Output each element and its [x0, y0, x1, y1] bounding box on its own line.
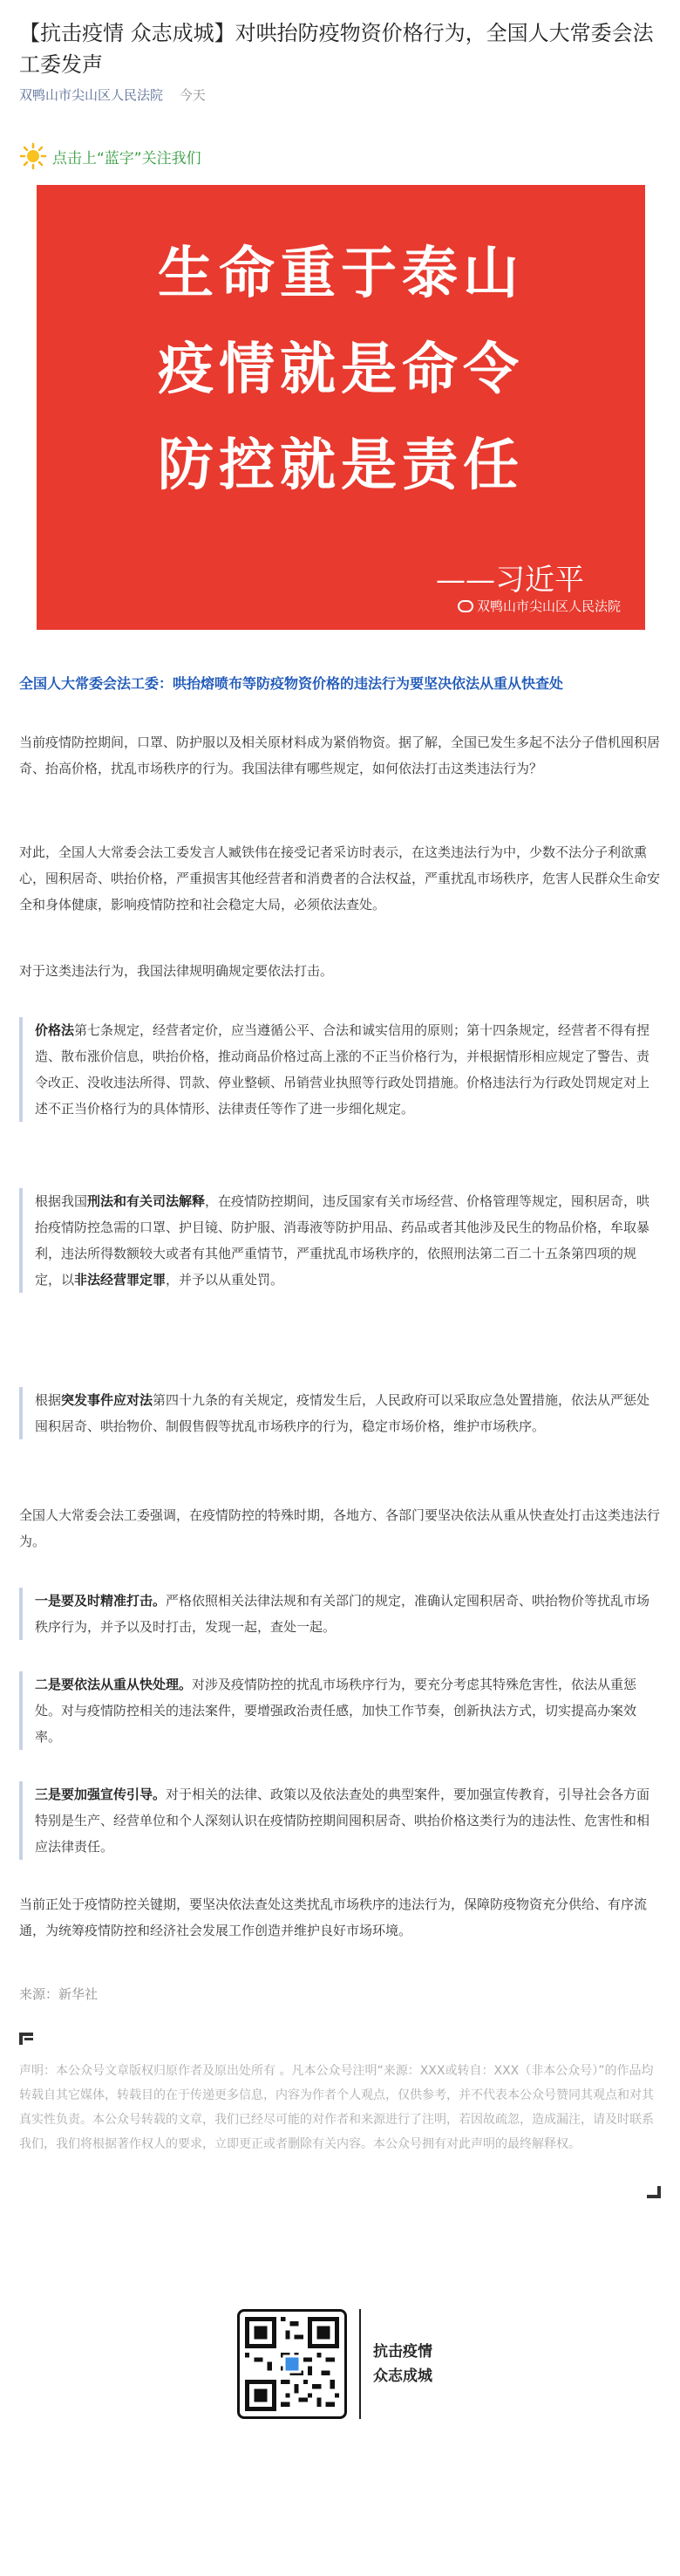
banner-line-3: 防控就是责任	[158, 434, 524, 498]
law-text-criminal: ，在疫情防控期间，违反国家有关市场经营、价格管理等规定，囤积居奇，哄抬疫情防控急需的口罩、护目镜、防护服、消毒液等防护用品、药品或者其他涉及民生的物品价格，牟取暴利，违法所得数额较大或者有其他严重情节，严重扰乱市场秩序的，依照刑法第二百二十五条第四项的规定，以	[35, 1193, 650, 1288]
disclaimer-block	[19, 2033, 661, 2198]
article-meta	[19, 85, 206, 104]
paragraph-conclusion: 当前正处于疫情防控关键期，要坚决依法查处这类扰乱市场秩序的违法行为，保障防疫物资充分供给、有序流通，为统筹疫情防控和经济社会发展工作创造并维护良好市场环境。	[19, 1896, 648, 1938]
law-name-price: 价格法	[35, 1022, 75, 1038]
publish-time: 今天	[179, 87, 206, 103]
quote-close-icon	[647, 2186, 661, 2198]
wechat-icon	[458, 600, 473, 612]
measure-title-1: 一是要及时精准打击。	[35, 1593, 167, 1609]
article-title: 【抗击疫情 众志成城】对哄抬防疫物资价格行为，全国人大常委会法工委发声	[19, 21, 654, 77]
measure-box-3	[19, 1781, 661, 1860]
quote-open-icon-inner	[24, 2038, 33, 2045]
follow-text: 点击上“蓝字”关注我们	[52, 149, 201, 167]
law-text-price: 第七条规定，经营者定价，应当遵循公平、合法和诚实信用的原则；第十四条规定，经营者不得有捏造、散布涨价信息，哄抬价格，推动商品价格过高上涨的不正当价格行为，并根据情形相应规定了警告、责令改正、没收违法所得、罚款、停业整顿、吊销营业执照等行政处罚措施。价格违法行为行政处罚规定对上述不正当价格行为的具体情形、法律责任等作了进一步细化规定。	[35, 1022, 650, 1117]
law-text-criminal-post: ，并予以从重处罚。	[166, 1272, 284, 1288]
follow-prompt[interactable]	[19, 141, 201, 171]
banner-signature: ——习近平	[436, 563, 584, 598]
measure-box-2	[19, 1671, 661, 1750]
qr-divider	[359, 2309, 361, 2419]
slogan-banner-image	[37, 185, 645, 630]
qr-label	[373, 2340, 432, 2388]
qr-footer	[237, 2303, 499, 2425]
law-crime-name: 非法经营罪定罪	[74, 1272, 167, 1288]
banner-watermark	[458, 597, 621, 615]
paragraph-intro: 当前疫情防控期间，口罩、防护服以及相关原材料成为紧俏物资。据了解，全国已发生多起不法分子借机囤积居奇、抬高价格，扰乱市场秩序的行为。我国法律有哪些规定，如何依法打击这类违法行为？	[19, 735, 661, 776]
paragraph-response: 对此，全国人大常委会法工委发言人臧铁伟在接受记者采访时表示，在这类违法行为中，少数不法分子利欲熏心，囤积居奇、哄抬价格，严重损害其他经营者和消费者的合法权益，严重扰乱市场秩序，危害人民群众生命安全和身体健康，影响疫情防控和社会稳定大局，必须依法查处。	[19, 844, 661, 912]
banner-line-1: 生命重于泰山	[158, 242, 524, 306]
law-box-criminal-law	[19, 1188, 661, 1293]
measure-box-1	[19, 1588, 661, 1640]
measure-text-2: 对涉及疫情防控的扰乱市场秩序行为，要充分考虑其特殊危害性，依法从重惩处。对与疫情防控相关的违法案件，要增强政治责任感，加快工作节奏，创新执法方式，切实提高办案效率。	[35, 1677, 637, 1745]
article-source: 来源：新华社	[19, 1986, 99, 2002]
law-text-emergency-pre: 根据	[35, 1392, 62, 1408]
measure-text-1: 严格依照相关法律法规和有关部门的规定，准确认定囤积居奇、哄抬物价等扰乱市场秩序行为，并予以及时打击，发现一起，查处一起。	[35, 1593, 650, 1635]
qr-label-line-2: 众志成城	[373, 2368, 432, 2385]
law-box-emergency-law	[19, 1387, 661, 1439]
measure-title-3: 三是要加强宣传引导。	[35, 1787, 167, 1802]
measure-text-3: 对于相关的法律、政策以及依法查处的典型案件，要加强宣传教育，引导社会各方面特别是生产、经营单位和个人深刻认识在疫情防控期间囤积居奇、哄抬价格这类行为的违法性、危害性和相应法律责任。	[35, 1787, 650, 1855]
measure-title-2: 二是要依法从重从快处理。	[35, 1677, 193, 1692]
paragraph-law-intro: 对于这类违法行为，我国法律规明确规定要依法打击。	[19, 963, 334, 979]
law-name-criminal: 刑法和有关司法解释	[87, 1193, 206, 1209]
sun-icon	[19, 142, 47, 170]
paragraph-emphasis: 全国人大常委会法工委强调，在疫情防控的特殊时期，各地方、各部门要坚决依法从重从快查处打击这类违法行为。	[19, 1507, 661, 1549]
banner-line-2: 疫情就是命令	[158, 338, 524, 402]
law-box-price-law	[19, 1017, 661, 1122]
watermark-text: 双鸭山市尖山区人民法院	[476, 598, 621, 614]
law-text-emergency: 第四十九条的有关规定，疫情发生后，人民政府可以采取应急处置措施，依法从严惩处囤积居奇、哄抬物价、制假售假等扰乱市场秩序的行为，稳定市场价格，维护市场秩序。	[35, 1392, 650, 1434]
qr-label-line-1: 抗击疫情	[373, 2343, 432, 2361]
qr-code-icon[interactable]	[237, 2309, 347, 2419]
section-subhead: 全国人大常委会法工委：哄抬熔喷布等防疫物资价格的违法行为要坚决依法从重从快查处	[19, 675, 564, 692]
law-text-criminal-pre: 根据我国	[35, 1193, 88, 1209]
disclaimer-text: 声明：本公众号文章版权归原作者及原出处所有 。凡本公众号注明“来源：XXX或转自：XXX（非本公众号）”的作品均转载自其它媒体，转载目的在于传递更多信息，内容为作者个人观点，仅供参考，并不代表本公众号赞同其观点和对其真实性负责。本公众号转载的文章，我们已经尽可能的对作者和来源进行了注明，若因故疏忽，造成漏注，请及时联系我们，我们将根据著作权人的要求，立即更正或者删除有关内容。本公众号拥有对此声明的最终解释权。	[19, 2064, 654, 2151]
account-link[interactable]: 双鸭山市尖山区人民法院	[19, 87, 164, 103]
law-name-emergency: 突发事件应对法	[61, 1392, 153, 1408]
